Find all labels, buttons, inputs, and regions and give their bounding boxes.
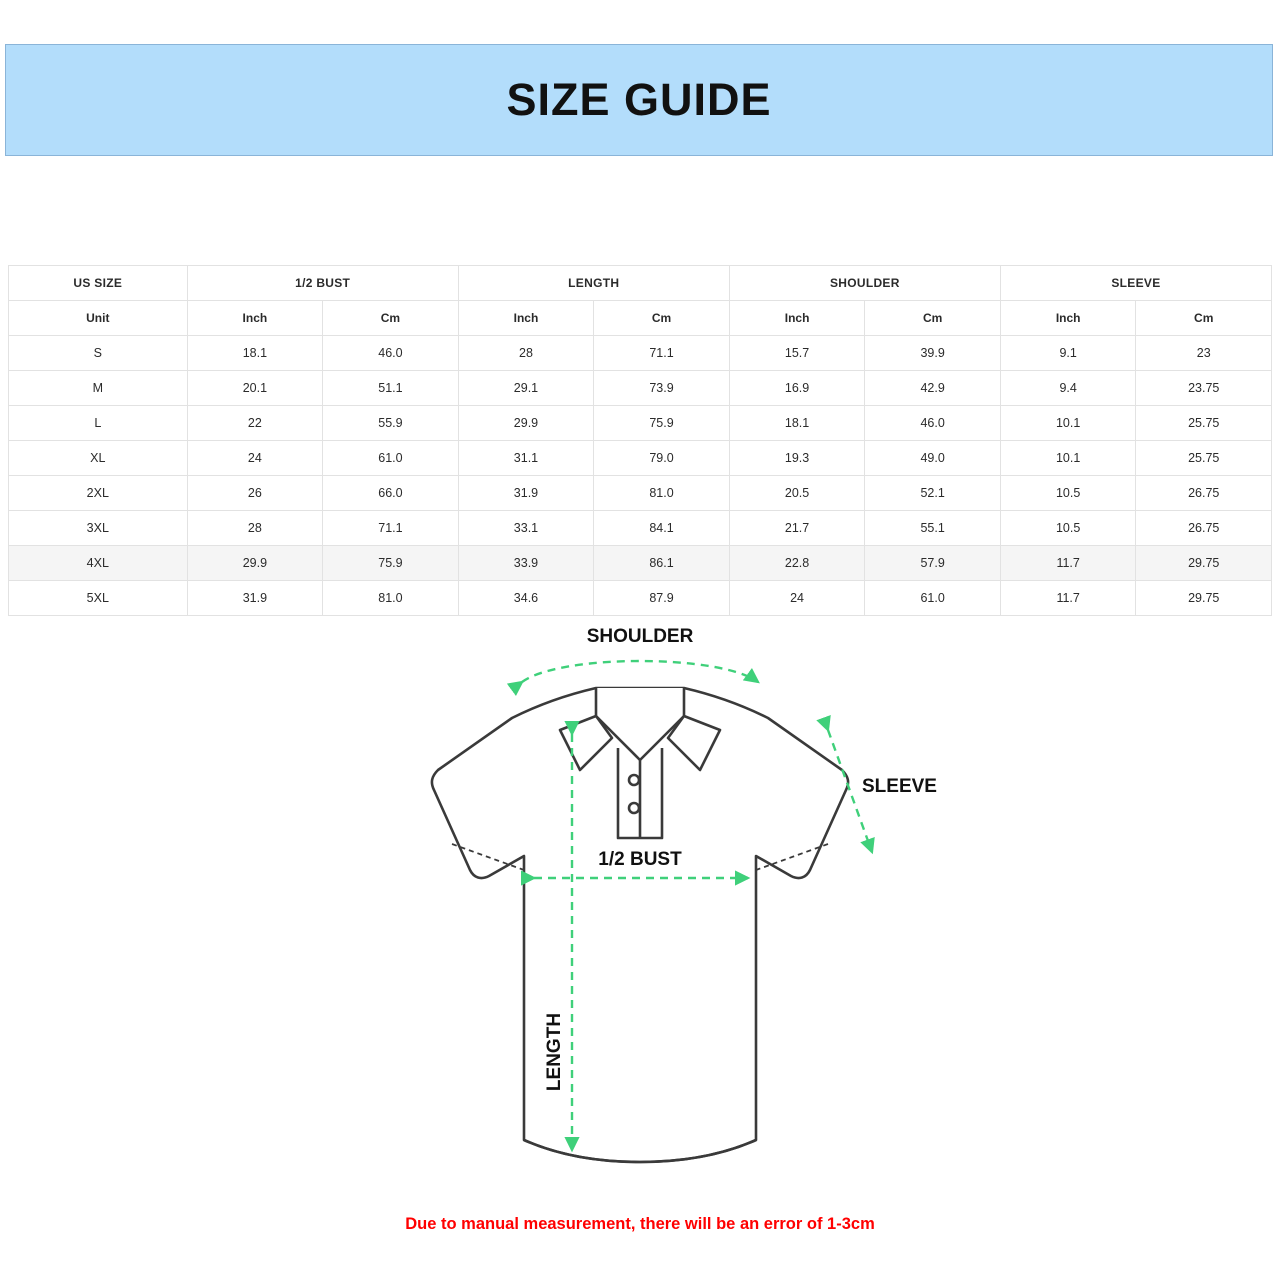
cell-sleeve-cm: 29.75	[1136, 546, 1272, 581]
cell-sleeve-cm: 23	[1136, 336, 1272, 371]
cell-sleeve-inch: 9.4	[1000, 371, 1136, 406]
cell-length-inch: 31.9	[458, 476, 594, 511]
cell-bust-cm: 71.1	[323, 511, 459, 546]
cell-sleeve-inch: 10.5	[1000, 511, 1136, 546]
table-row	[9, 371, 1272, 406]
unit-bust-cm: Cm	[323, 301, 459, 336]
cell-shoulder-inch: 21.7	[729, 511, 865, 546]
group-header-half-bust: 1/2 BUST	[187, 266, 458, 301]
table-row	[9, 441, 1272, 476]
cell-bust-inch: 29.9	[187, 546, 323, 581]
shoulder-label: SHOULDER	[586, 626, 694, 647]
cell-shoulder-cm: 39.9	[865, 336, 1001, 371]
unit-label: Unit	[9, 301, 188, 336]
cell-bust-cm: 51.1	[323, 371, 459, 406]
cell-sleeve-inch: 10.1	[1000, 441, 1136, 476]
cell-bust-inch: 31.9	[187, 581, 323, 616]
size-table	[8, 265, 1272, 616]
cell-size: S	[9, 336, 188, 371]
cell-sleeve-cm: 25.75	[1136, 441, 1272, 476]
size-table-container	[8, 265, 1272, 616]
measurement-diagram	[0, 620, 1280, 1200]
cell-shoulder-cm: 57.9	[865, 546, 1001, 581]
shoulder-arrow	[522, 661, 758, 682]
cell-bust-cm: 81.0	[323, 581, 459, 616]
cell-size: XL	[9, 441, 188, 476]
cell-shoulder-cm: 52.1	[865, 476, 1001, 511]
cell-bust-inch: 18.1	[187, 336, 323, 371]
cell-sleeve-cm: 26.75	[1136, 511, 1272, 546]
group-header-length: LENGTH	[458, 266, 729, 301]
cell-size: 4XL	[9, 546, 188, 581]
cell-shoulder-inch: 22.8	[729, 546, 865, 581]
cell-length-cm: 79.0	[594, 441, 730, 476]
table-unit-row	[9, 301, 1272, 336]
cell-shoulder-cm: 61.0	[865, 581, 1001, 616]
cell-sleeve-cm: 29.75	[1136, 581, 1272, 616]
unit-shoulder-inch: Inch	[729, 301, 865, 336]
cell-shoulder-inch: 20.5	[729, 476, 865, 511]
length-label: LENGTH	[544, 1012, 565, 1092]
table-row	[9, 476, 1272, 511]
table-row	[9, 406, 1272, 441]
cell-bust-cm: 46.0	[323, 336, 459, 371]
cell-size: L	[9, 406, 188, 441]
unit-sleeve-inch: Inch	[1000, 301, 1136, 336]
measurement-disclaimer: Due to manual measurement, there will be an error of 1-3cm	[405, 1215, 875, 1233]
table-row	[9, 581, 1272, 616]
cell-length-inch: 29.1	[458, 371, 594, 406]
cell-size: 3XL	[9, 511, 188, 546]
cell-bust-cm: 66.0	[323, 476, 459, 511]
cell-shoulder-cm: 46.0	[865, 406, 1001, 441]
cell-length-inch: 28	[458, 336, 594, 371]
cell-length-inch: 33.9	[458, 546, 594, 581]
group-header-sleeve: SLEEVE	[1000, 266, 1271, 301]
cell-sleeve-inch: 10.5	[1000, 476, 1136, 511]
cell-bust-cm: 55.9	[323, 406, 459, 441]
sleeve-label: SLEEVE	[862, 776, 937, 797]
cell-sleeve-inch: 11.7	[1000, 581, 1136, 616]
cell-shoulder-cm: 42.9	[865, 371, 1001, 406]
cell-sleeve-cm: 25.75	[1136, 406, 1272, 441]
cell-sleeve-cm: 26.75	[1136, 476, 1272, 511]
cell-bust-inch: 28	[187, 511, 323, 546]
table-row	[9, 546, 1272, 581]
unit-shoulder-cm: Cm	[865, 301, 1001, 336]
cell-length-cm: 75.9	[594, 406, 730, 441]
cell-length-inch: 29.9	[458, 406, 594, 441]
cell-shoulder-inch: 24	[729, 581, 865, 616]
cell-shoulder-inch: 15.7	[729, 336, 865, 371]
cell-shoulder-inch: 16.9	[729, 371, 865, 406]
cell-size: M	[9, 371, 188, 406]
cell-shoulder-cm: 49.0	[865, 441, 1001, 476]
cell-shoulder-inch: 19.3	[729, 441, 865, 476]
table-group-header-row	[9, 266, 1272, 301]
cell-bust-inch: 24	[187, 441, 323, 476]
cell-length-cm: 87.9	[594, 581, 730, 616]
cell-bust-inch: 20.1	[187, 371, 323, 406]
cell-length-cm: 73.9	[594, 371, 730, 406]
unit-length-inch: Inch	[458, 301, 594, 336]
unit-sleeve-cm: Cm	[1136, 301, 1272, 336]
table-row	[9, 511, 1272, 546]
cell-bust-inch: 22	[187, 406, 323, 441]
cell-size: 5XL	[9, 581, 188, 616]
unit-length-cm: Cm	[594, 301, 730, 336]
size-guide-header	[5, 44, 1273, 156]
cell-bust-inch: 26	[187, 476, 323, 511]
cell-sleeve-inch: 10.1	[1000, 406, 1136, 441]
table-body	[9, 336, 1272, 616]
polo-shirt-outline	[432, 688, 848, 1162]
cell-bust-cm: 75.9	[323, 546, 459, 581]
group-header-us-size: US SIZE	[9, 266, 188, 301]
cell-length-inch: 34.6	[458, 581, 594, 616]
cell-sleeve-inch: 11.7	[1000, 546, 1136, 581]
cell-length-inch: 31.1	[458, 441, 594, 476]
cell-shoulder-cm: 55.1	[865, 511, 1001, 546]
cell-length-cm: 86.1	[594, 546, 730, 581]
bust-label: 1/2 BUST	[598, 849, 682, 870]
cell-length-cm: 84.1	[594, 511, 730, 546]
table-head	[9, 266, 1272, 336]
cell-length-inch: 33.1	[458, 511, 594, 546]
cell-sleeve-cm: 23.75	[1136, 371, 1272, 406]
table-row	[9, 336, 1272, 371]
cell-shoulder-inch: 18.1	[729, 406, 865, 441]
page-title: SIZE GUIDE	[506, 74, 772, 125]
cell-size: 2XL	[9, 476, 188, 511]
group-header-shoulder: SHOULDER	[729, 266, 1000, 301]
cell-bust-cm: 61.0	[323, 441, 459, 476]
cell-length-cm: 71.1	[594, 336, 730, 371]
cell-length-cm: 81.0	[594, 476, 730, 511]
cell-sleeve-inch: 9.1	[1000, 336, 1136, 371]
unit-bust-inch: Inch	[187, 301, 323, 336]
